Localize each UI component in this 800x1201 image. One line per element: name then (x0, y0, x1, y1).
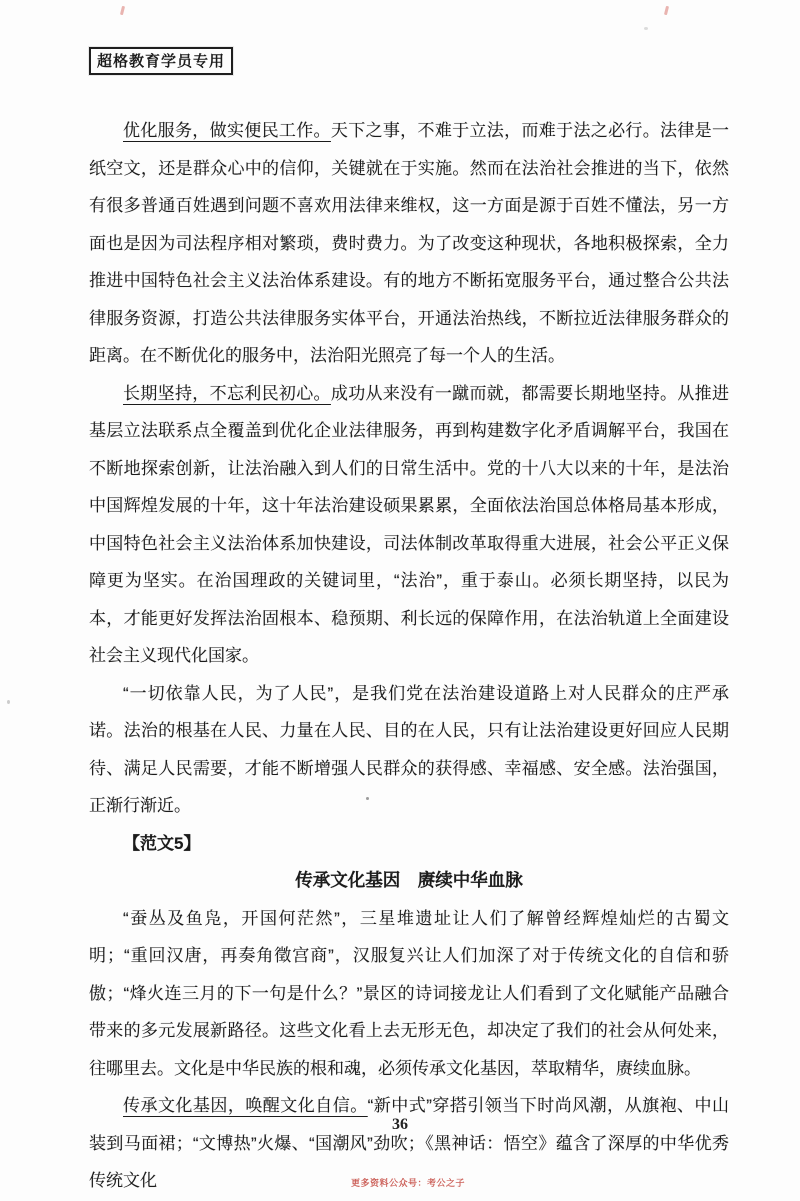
footer-watermark: 更多资料公众号：考公之子 (350, 1178, 465, 1188)
scan-speck (644, 27, 648, 30)
paragraph-text: “新中式”穿搭引领当下时尚风潮，从旗袍、中山装到马面裙；“文博热”火爆、“国潮风”劲吹；《黑神话：悟空》蕴含了深厚的中华优秀传统文化 (89, 1096, 729, 1190)
paragraph-text: “蚕丛及鱼凫，开国何茫然”，三星堆遗址让人们了解曾经辉煌灿烂的古蜀文明；“重回汉唐，再奏角徵宫商”，汉服复兴让人们加深了对于传统文化的自信和骄傲；“烽火连三月的下一句是什么？”景区的诗词接龙让人们看到了文化赋能产品融合带来的多元发展新路径。这些文化看上去无形无色，却决定了我们的社会从何处来，往哪里去。文化是中华民族的根和魂，必须传承文化基因，萃取精华，赓续血脉。 (89, 908, 729, 1078)
topic-sentence-underlined: 优化服务，做实便民工作。 (123, 121, 331, 140)
section-label (89, 825, 729, 863)
paragraph-text: 成功从来没有一蹴而就，都需要长期地坚持。从推进基层立法联系点全覆盖到优化企业法律服务，再到构建数字化矛盾调解平台，我国在不断地探索创新，让法治融入到人们的日常生活中。党的十八大以来的十年，是法治中国辉煌发展的十年，这十年法治建设硕果累累，全面依法治国总体格局基本形成，中国特色社会主义法治体系加快建设，司法体制改革取得重大进展，社会公平正义保障更为坚实。在治国理政的关键词里，“法治”，重于泰山。必须长期坚持，以民为本，才能更好发挥法治固根本、稳预期、利长远的保障作用，在法治轨道上全面建设社会主义现代化国家。 (89, 383, 730, 665)
section-label-text: 【范文5】 (123, 833, 201, 853)
red-pen-mark-left (120, 6, 125, 15)
stamp-label: 超格教育学员专用 (97, 53, 226, 70)
paragraph-law-3 (89, 675, 729, 825)
scan-speck (7, 700, 10, 704)
paragraph-law-2 (89, 375, 729, 675)
document-body (89, 112, 729, 1200)
page-number: 36 (392, 1116, 408, 1133)
topic-sentence-underlined: 传承文化基因，唤醒文化自信。 (123, 1096, 368, 1115)
topic-sentence-underlined: 长期坚持，不忘利民初心。 (123, 383, 331, 403)
red-pen-mark-right (664, 6, 669, 15)
essay-title: 传承文化基因 赓续中华血脉 (295, 870, 523, 890)
paragraph-law-1 (89, 112, 729, 375)
paragraph-text: 天下之事，不难于立法，而难于法之必行。法律是一纸空文，还是群众心中的信仰，关键就在于实施。然而在法治社会推进的当下，依然有很多普通百姓遇到问题不喜欢用法律来维权，这一方面是源于百姓不懂法，另一方面也是因为司法程序相对繁琐，费时费力。为了改变这种现状，各地积极探索，全力推进中国特色社会主义法治体系建设。有的地方不断拓宽服务平台，通过整合公共法律服务资源，打造公共法律服务实体平台，开通法治热线，不断拉近法律服务群众的距离。在不断优化的服务中，法治阳光照亮了每一个人的生活。 (89, 121, 730, 365)
paragraph-culture-1 (89, 900, 729, 1088)
institution-stamp (89, 47, 233, 75)
paragraph-text: “一切依靠人民，为了人民”，是我们党在法治建设道路上对人民群众的庄严承诺。法治的根基在人民、力量在人民、目的在人民，只有让法治建设更好回应人民期待、满足人民需要，才能不断增强人民群众的获得感、幸福感、安全感。法治强国，正渐行渐近。 (89, 683, 729, 815)
